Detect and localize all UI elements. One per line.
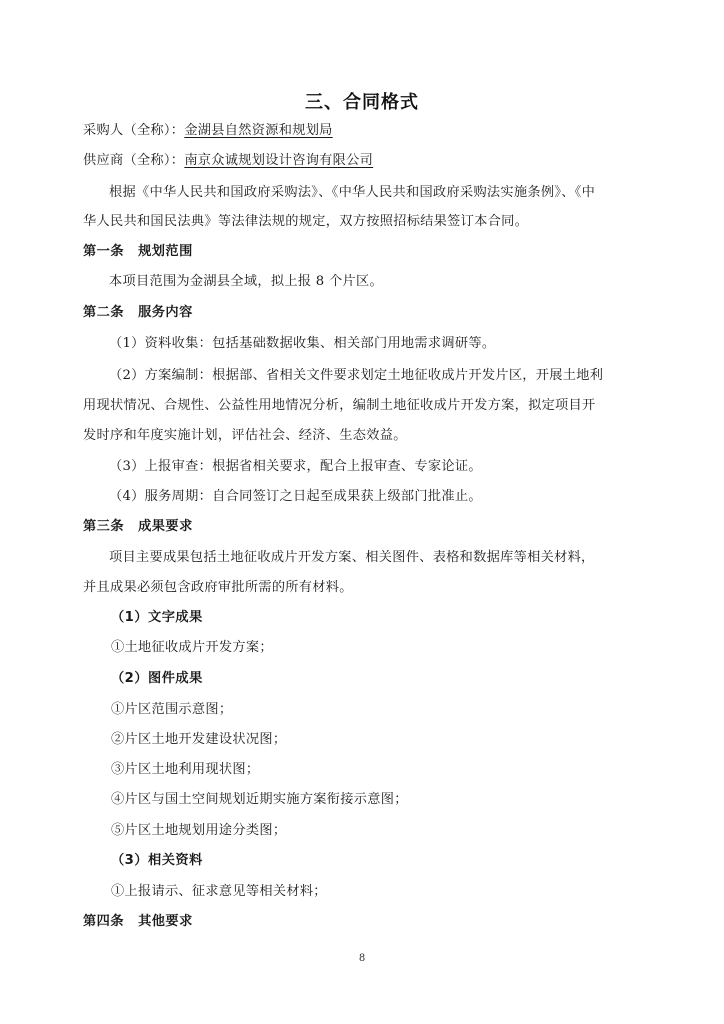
buyer-label: 采购人（全称）： (83, 123, 185, 138)
article-1-heading (83, 242, 643, 262)
service-item-2-line-1: （2）方案编制：根据部、省相关文件要求划定土地征收成片开发片区，开展土地利 (109, 368, 604, 383)
intro-line-2: 华人民共和国民法典》等法律法规的规定，双方按照招标结果签订本合同。 (83, 214, 529, 229)
article-4-number: 第四条 (83, 914, 125, 929)
buyer-line (83, 121, 643, 141)
article-3-line-2: 并且成果必须包含政府审批所需的所有材料。 (83, 580, 353, 595)
article-4-title: 其他要求 (138, 914, 193, 929)
service-item-3: （3）上报审查：根据省相关要求，配合上报审查、专家论证。 (109, 459, 482, 474)
article-1-body: 本项目范围为金湖县全域，拟上报 8 个片区。 (109, 274, 383, 289)
buyer-name: 金湖县自然资源和规划局 (184, 123, 333, 138)
section-2-item-1: ①片区范围示意图； (111, 702, 233, 717)
service-item-4: （4）服务周期：自合同签订之日起至成果获上级部门批准止。 (109, 489, 482, 504)
page-title: 三、合同格式 (305, 92, 419, 113)
service-item-1: （1）资料收集：包括基础数据收集、相关部门用地需求调研等。 (109, 336, 496, 351)
article-2-number: 第二条 (83, 305, 125, 320)
article-3-line-1: 项目主要成果包括土地征收成片开发方案、相关图件、表格和数据库等相关材料， (109, 550, 595, 565)
supplier-name: 南京众诚规划设计咨询有限公司 (184, 153, 374, 168)
article-2-heading (83, 303, 643, 323)
section-2-item-4: ④片区与国土空间规划近期实施方案衔接示意图； (111, 792, 408, 807)
supplier-label: 供应商（全称）： (83, 153, 185, 168)
section-3-item-1: ①上报请示、征求意见等相关材料； (111, 884, 327, 899)
article-3-number: 第三条 (83, 519, 125, 534)
section-2-item-5: ⑤片区土地规划用途分类图； (111, 823, 287, 838)
section-2-item-2: ②片区土地开发建设状况图； (111, 732, 287, 747)
article-3-title: 成果要求 (138, 519, 193, 534)
article-4-heading (83, 912, 643, 932)
article-2-title: 服务内容 (138, 305, 193, 320)
section-3-heading: （3）相关资料 (111, 853, 203, 868)
service-item-2-line-2: 用现状情况、合规性、公益性用地情况分析，编制土地征收成片开发方案，拟定项目开 (83, 398, 596, 413)
article-1-title: 规划范围 (138, 244, 193, 259)
page-number: 8 (358, 953, 366, 964)
service-item-2-line-3: 发时序和年度实施计划，评估社会、经济、生态效益。 (83, 428, 407, 443)
article-3-heading (83, 517, 643, 537)
section-1-item-1: ①土地征收成片开发方案； (111, 640, 273, 655)
intro-line-1: 根据《中华人民共和国政府采购法》、《中华人民共和国政府采购法实施条例》、《中 (109, 185, 596, 200)
section-2-item-3: ③片区土地利用现状图； (111, 762, 260, 777)
article-1-number: 第一条 (83, 244, 125, 259)
supplier-line (83, 151, 643, 171)
section-2-heading: （2）图件成果 (111, 671, 203, 686)
section-1-heading: （1）文字成果 (111, 610, 203, 625)
